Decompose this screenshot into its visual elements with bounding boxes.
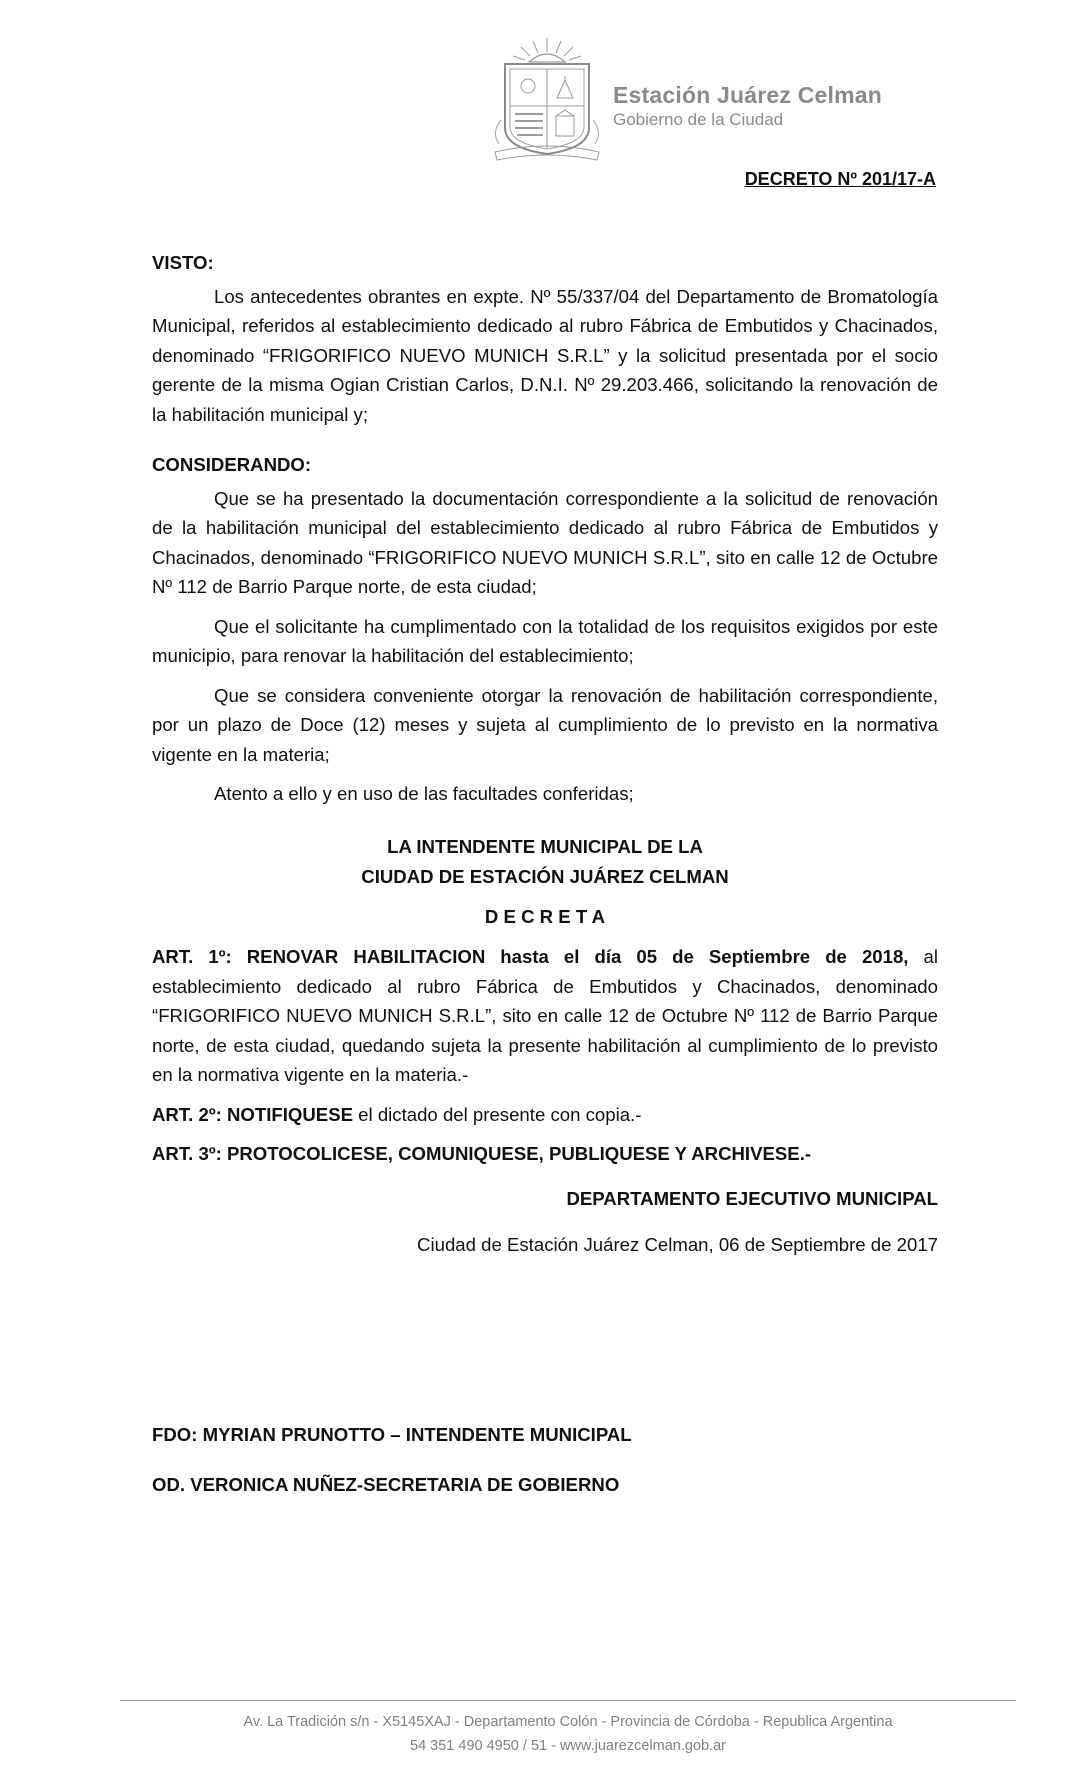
decree-number: DECRETO Nº 201/17-A — [744, 169, 936, 189]
considerando-paragraph-3: Que se considera conveniente otorgar la renovación de habilitación correspondiente, por un plazo de Doce (12) meses y sujeta al cumplimiento de lo previsto en la normativa vigente en la materia; — [152, 684, 938, 765]
article-2-text: el dictado del presente con copia.- — [353, 1103, 642, 1125]
article-2 — [152, 1100, 938, 1130]
footer-address: Av. La Tradición s/n - X5145XAJ - Departamento Colón - Provincia de Córdoba - Republica Argentina — [243, 1714, 893, 1730]
visto-heading: VISTO: — [152, 252, 214, 273]
visto-paragraph: Los antecedentes obrantes en expte. Nº 55/337/04 del Departamento de Bromatología Municipal, referidos al establecimiento dedicado al rubro Fábrica de Embutidos y Chacinados, denominado “FRIGORIFICO NUEVO MUNICH S.R.L” y la solicitud presentada por el socio gerente de la misma Ogian Cristian Carlos, D.N.I. Nº 29.203.466, solicitando la renovación de la habilitación municipal y; — [152, 285, 938, 425]
footer — [120, 1710, 1016, 1758]
footer-contact: 54 351 490 4950 / 51 - www.juarezcelman.gob.ar — [410, 1738, 726, 1754]
articles-section — [152, 942, 938, 1169]
brand-title: Estación Juárez Celman — [613, 82, 883, 108]
department-label: DEPARTAMENTO EJECUTIVO MUNICIPAL — [566, 1188, 938, 1209]
footer-divider — [120, 1700, 1016, 1701]
brand-block — [613, 82, 882, 130]
brand-subtitle: Gobierno de la Ciudad — [613, 110, 784, 129]
signature-line-1: FDO: MYRIAN PRUNOTTO – INTENDENTE MUNICIPAL — [152, 1424, 632, 1445]
letterhead — [493, 36, 893, 166]
place-date: Ciudad de Estación Juárez Celman, 06 de Septiembre de 2017 — [417, 1234, 938, 1255]
article-3 — [152, 1139, 938, 1169]
authority-heading — [152, 832, 938, 891]
municipal-crest-icon — [493, 36, 601, 164]
decreta-heading: D E C R E T A — [484, 906, 606, 927]
considerando-paragraph-1: Que se ha presentado la documentación correspondiente a la solicitud de renovación de la habilitación municipal del establecimiento dedicado al rubro Fábrica de Embutidos y Chacinados, denominado “FRIGORIFICO NUEVO MUNICH S.R.L”, sito en calle 12 de Octubre Nº 112 de Barrio Parque norte, de esta ciudad; — [152, 487, 938, 597]
article-2-lead: ART. 2º: NOTIFIQUESE — [152, 1103, 354, 1125]
article-1 — [152, 942, 938, 1090]
article-1-lead: ART. 1º: RENOVAR HABILITACION hasta el día 05 de Septiembre de 2018, — [152, 946, 909, 967]
visto-section — [152, 248, 938, 429]
authority-line-2: CIUDAD DE ESTACIÓN JUÁREZ CELMAN — [361, 865, 729, 887]
article-1-text: al establecimiento dedicado al rubro Fábrica de Embutidos y Chacinados, denominado “FRIGORIFICO NUEVO MUNICH S.R.L”, sito en calle 12 de Octubre Nº 112 de Barrio Parque norte, de esta ciudad, quedando sujeta la presente habilitación al cumplimiento de lo previsto en la normativa vigente en la materia.- — [152, 946, 939, 1085]
authority-line-1: LA INTENDENTE MUNICIPAL DE LA — [387, 836, 703, 857]
signature-line-2: OD. VERONICA NUÑEZ-SECRETARIA DE GOBIERNO — [152, 1474, 620, 1495]
article-3-lead: ART. 3º: PROTOCOLICESE, COMUNIQUESE, PUBLIQUESE Y ARCHIVESE.- — [152, 1143, 812, 1164]
considerando-paragraph-2: Que el solicitante ha cumplimentado con la totalidad de los requisitos exigidos por este municipio, para renovar la habilitación del establecimiento; — [152, 615, 938, 666]
considerando-heading: CONSIDERANDO: — [152, 454, 312, 475]
considerando-section — [152, 450, 938, 809]
considerando-paragraph-4: Atento a ello y en uso de las facultades conferidas; — [214, 783, 634, 804]
